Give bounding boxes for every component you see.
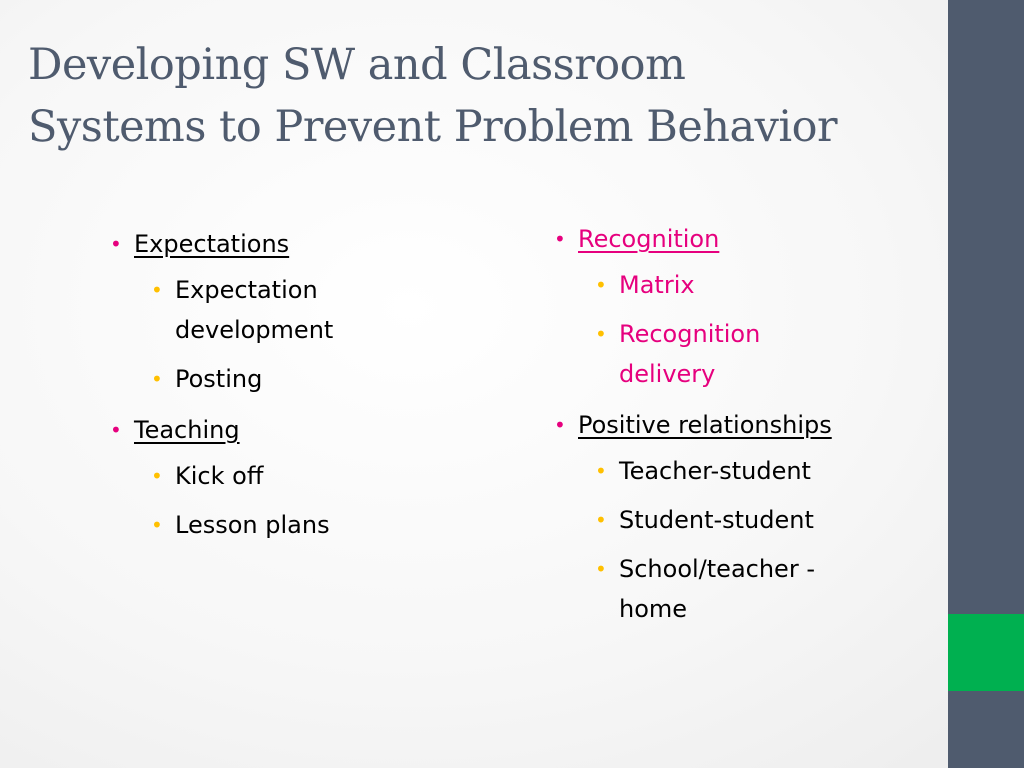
sub-bullet-item: [134, 505, 486, 545]
sub-bullet-item: [578, 265, 930, 305]
slide-title: [28, 34, 928, 158]
bullet-expectations: [106, 226, 486, 399]
sub-bullet-label: Matrix: [619, 271, 695, 299]
sub-bullet-item: [578, 314, 930, 394]
sub-bullet-dot-icon: •: [595, 459, 607, 483]
sub-bullet-dot-icon: •: [151, 464, 163, 488]
bullet-positive-relationships: [550, 407, 930, 629]
sub-bullet-label: School/teacher - home: [619, 555, 815, 623]
sub-bullet-label: Posting: [175, 365, 263, 393]
left-bullet-list: [106, 226, 486, 545]
right-column: [550, 221, 930, 629]
title-line-1: Developing SW and Classroom: [28, 40, 686, 90]
bullet-label: Recognition: [578, 225, 720, 253]
bullet-dot-icon: •: [110, 418, 122, 442]
sub-bullet-item: [578, 549, 930, 629]
side-accent-block: [948, 614, 1024, 691]
sub-bullet-list: [578, 451, 930, 629]
sub-bullet-list: [134, 456, 486, 545]
bullet-teaching: [106, 412, 486, 545]
sub-bullet-label: Kick off: [175, 462, 264, 490]
sub-bullet-dot-icon: •: [151, 367, 163, 391]
sub-bullet-list: [134, 270, 486, 399]
bullet-label: Teaching: [134, 416, 240, 444]
bullet-label: Expectations: [134, 230, 290, 258]
sub-bullet-dot-icon: •: [595, 557, 607, 581]
sub-bullet-label: Expectation development: [175, 276, 334, 344]
sub-bullet-dot-icon: •: [151, 278, 163, 302]
sub-bullet-label: Student-student: [619, 506, 814, 534]
left-column: [106, 226, 486, 545]
sub-bullet-dot-icon: •: [151, 513, 163, 537]
sub-bullet-dot-icon: •: [595, 322, 607, 346]
sub-bullet-dot-icon: •: [595, 273, 607, 297]
bullet-recognition: [550, 221, 930, 394]
sub-bullet-label: Recognition delivery: [619, 320, 761, 388]
sub-bullet-list: [578, 265, 930, 394]
bullet-dot-icon: •: [554, 413, 566, 437]
right-bullet-list: [550, 221, 930, 629]
bullet-dot-icon: •: [554, 227, 566, 251]
sub-bullet-dot-icon: •: [595, 508, 607, 532]
title-line-2: Systems to Prevent Problem Behavior: [28, 102, 838, 152]
bullet-dot-icon: •: [110, 232, 122, 256]
sub-bullet-item: [578, 500, 930, 540]
sub-bullet-item: [578, 451, 930, 491]
side-decoration-bar: [948, 0, 1024, 768]
sub-bullet-label: Teacher-student: [619, 457, 811, 485]
sub-bullet-item: [134, 456, 486, 496]
sub-bullet-item: [134, 359, 486, 399]
sub-bullet-label: Lesson plans: [175, 511, 330, 539]
sub-bullet-item: [134, 270, 486, 350]
bullet-label: Positive relationships: [578, 411, 832, 439]
